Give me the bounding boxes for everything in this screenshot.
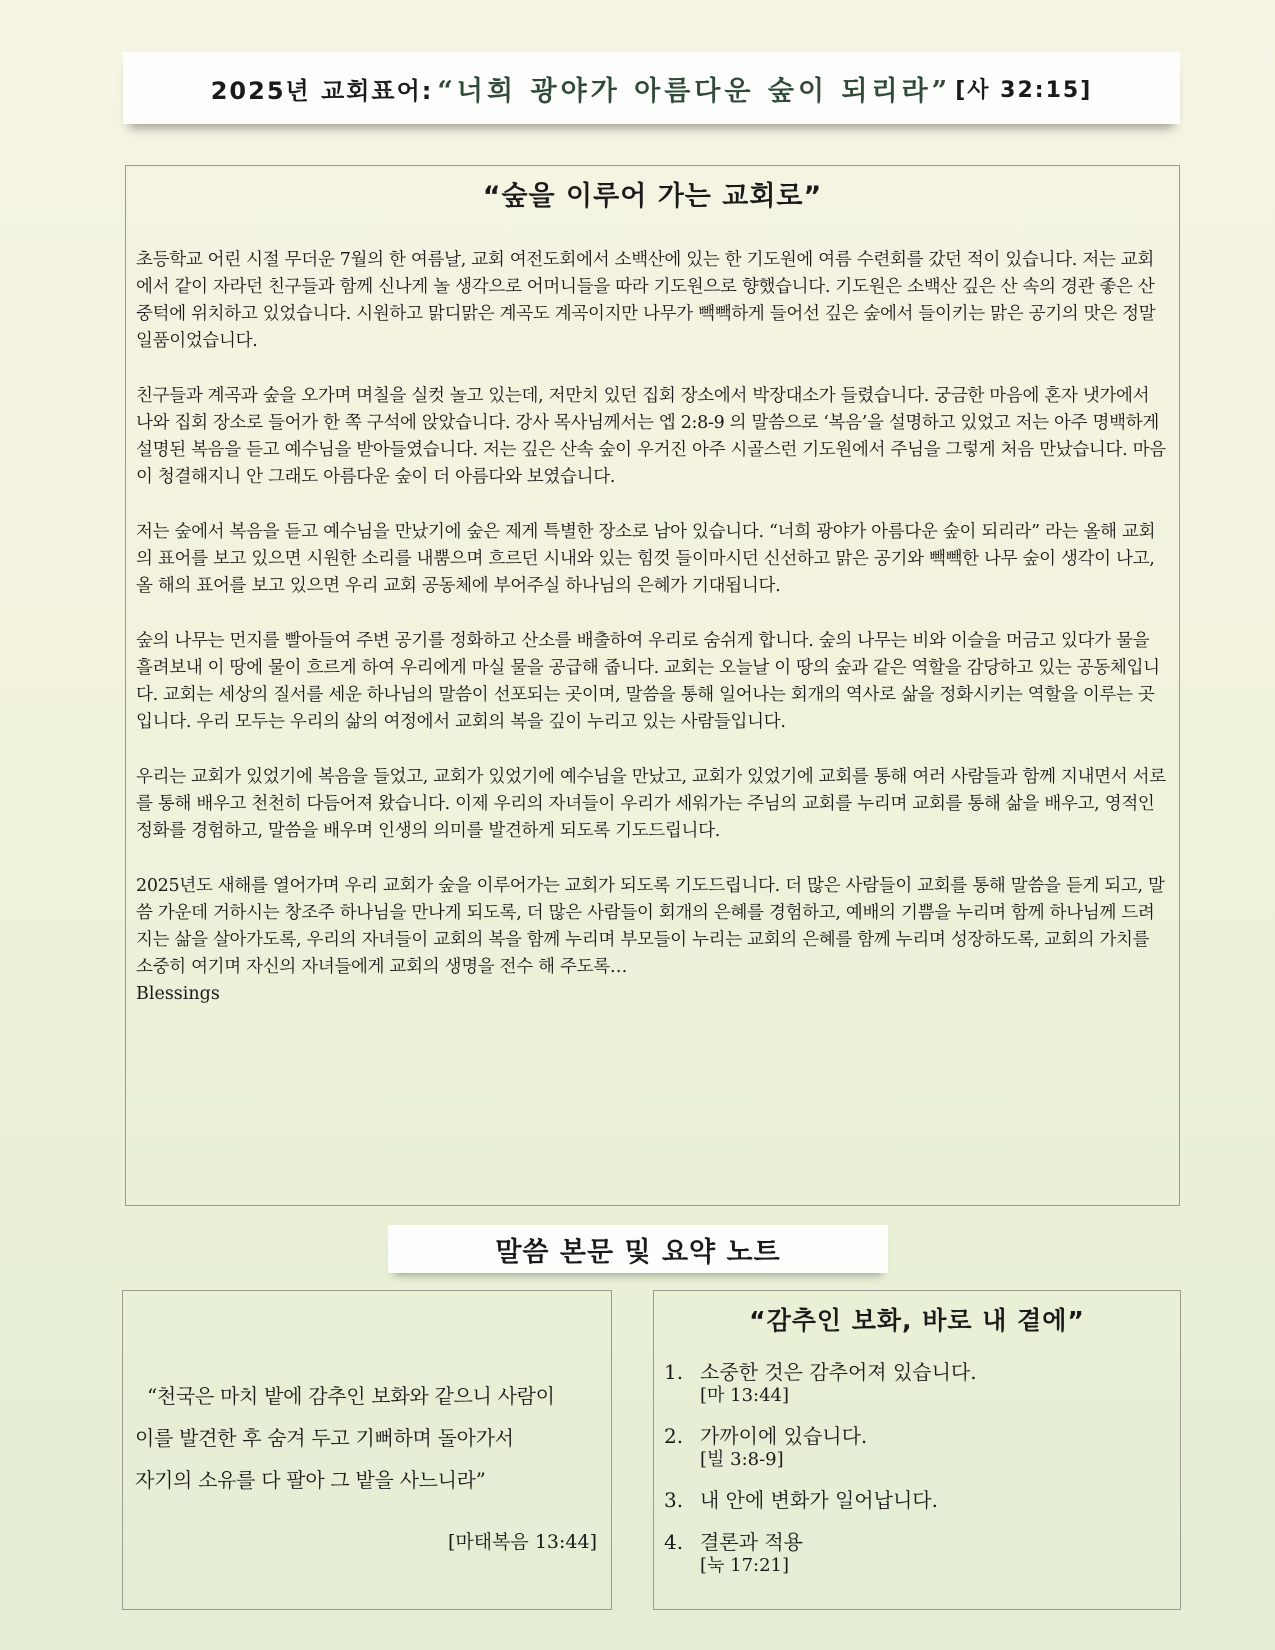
motto-text: “너희 광야가 아름다운 숲이 되리라” xyxy=(437,75,952,107)
outline-item xyxy=(664,1529,1164,1577)
outline-reference: [눅 17:21] xyxy=(700,1555,790,1576)
sermon-outline-box xyxy=(653,1290,1181,1610)
outline-number: 3. xyxy=(664,1488,684,1512)
outline-number: 4. xyxy=(664,1530,684,1554)
outline-item xyxy=(664,1359,1164,1407)
sermon-outline-list xyxy=(664,1359,1164,1593)
scripture-reference: [마태복음 13:44] xyxy=(447,1531,597,1553)
article-title: “숲을 이루어 가는 교회로” xyxy=(482,181,823,212)
scripture-line: 이를 발견한 후 숨겨 두고 기뻐하며 돌아가서 xyxy=(135,1426,514,1450)
article-box xyxy=(125,165,1180,1206)
outline-reference: [빌 3:8-9] xyxy=(700,1449,784,1470)
outline-text: 결론과 적용 xyxy=(700,1530,803,1554)
article-paragraph: 저는 숲에서 복음을 듣고 예수님을 만났기에 숲은 제게 특별한 장소로 남아 있습니다. “너희 광야가 아름다운 숲이 되리라” 라는 올해 교회의 표어를 보고 있으면 시원한 소리를 내뿜으며 흐르던 시내와 있는 힘껏 들이마시던 신선하고 맑은 공기와 빽빽한 나무 숲이 생각이 나고, 올 해의 표어를 보고 있으면 우리 교회 공동체에 부어주실 하나님의 은혜가 기대됩니다. xyxy=(136,522,1156,596)
outline-text: 소중한 것은 감추어져 있습니다. xyxy=(700,1360,977,1384)
motto-lead: 2025년 교회표어: xyxy=(210,76,434,105)
scripture-verse xyxy=(135,1375,605,1501)
motto-reference: [사 32:15] xyxy=(955,77,1093,103)
outline-text: 내 안에 변화가 일어납니다. xyxy=(700,1488,938,1512)
outline-number: 2. xyxy=(664,1424,684,1448)
article-paragraph: 친구들과 계곡과 숲을 오가며 며칠을 실컷 놀고 있는데, 저만치 있던 집회 장소에서 박장대소가 들렸습니다. 궁금한 마음에 혼자 냇가에서 나와 집회 장소로 들어가 한 쪽 구석에 앉았습니다. 강사 목사님께서는 엡 2:8-9 의 말씀으로 ‘복음’을 설명하고 있었고 저는 아주 명백하게 설명된 복음을 듣고 예수님을 받아들였습니다. 저는 깊은 산속 숲이 우거진 아주 시골스런 기도원에서 주님을 그렇게 처음 만났습니다. 마음이 청결해지니 안 그래도 아름다운 숲이 더 아름다와 보였습니다. xyxy=(136,386,1166,487)
scripture-line: 자기의 소유를 다 팔아 그 밭을 사느니라” xyxy=(135,1468,486,1492)
article-paragraph: 우리는 교회가 있었기에 복음을 들었고, 교회가 있었기에 예수님을 만났고, 교회가 있었기에 교회를 통해 여러 사람들과 함께 지내면서 서로를 통해 배우고 천천히 다듬어져 왔습니다. 이제 우리의 자녀들이 우리가 세워가는 주님의 교회를 누리며 교회를 통해 삶을 배우고, 영적인 정화를 경험하고, 말씀을 배우며 인생의 의미를 발견하게 되도록 기도드립니다. xyxy=(136,767,1166,841)
outline-text: 가까이에 있습니다. xyxy=(700,1424,868,1448)
outline-reference: [마 13:44] xyxy=(700,1385,790,1406)
outline-item xyxy=(664,1487,1164,1513)
article-closing: Blessings xyxy=(136,984,220,1004)
sermon-title: “감추인 보화, 바로 내 곁에” xyxy=(749,1306,1085,1335)
notes-section-heading: 말씀 본문 및 요약 노트 xyxy=(388,1225,888,1273)
outline-number: 1. xyxy=(664,1360,684,1384)
article-paragraph: 숲의 나무는 먼지를 빨아들여 주변 공기를 정화하고 산소를 배출하여 우리로 숨쉬게 합니다. 숲의 나무는 비와 이슬을 머금고 있다가 물을 흘려보내 이 땅에 물이 흐르게 하여 우리에게 마실 물을 공급해 줍니다. 교회는 오늘날 이 땅의 숲과 같은 역할을 감당하고 있는 공동체입니다. 교회는 세상의 질서를 세운 하나님의 말씀이 선포되는 곳이며, 말씀을 통해 일어나는 회개의 역사로 삶을 정화시키는 역할을 이루는 곳입니다. 우리 모두는 우리의 삶의 여정에서 교회의 복을 깊이 누리고 있는 사람들입니다. xyxy=(136,631,1160,732)
outline-item xyxy=(664,1423,1164,1471)
motto-banner xyxy=(123,52,1180,124)
article-paragraph: 2025년도 새해를 열어가며 우리 교회가 숲을 이루어가는 교회가 되도록 기도드립니다. 더 많은 사람들이 교회를 통해 말씀을 듣게 되고, 말씀 가운데 거하시는 창조주 하나님을 만나게 되도록, 더 많은 사람들이 회개의 은혜를 경험하고, 예배의 기쁨을 누리며 함께 하나님께 드려지는 삶을 살아가도록, 우리의 자녀들이 교회의 복을 함께 누리며 부모들이 누리는 교회의 은혜를 함께 누리며 성장하도록, 교회의 가치를 소중히 여기며 자신의 자녀들에게 교회의 생명을 전수 해 주도록… xyxy=(136,876,1165,977)
article-paragraph: 초등학교 어린 시절 무더운 7월의 한 여름날, 교회 여전도회에서 소백산에 있는 한 기도원에 여름 수련회를 갔던 적이 있습니다. 저는 교회에서 같이 자라던 친구들과 함께 신나게 놀 생각으로 어머니들을 따라 기도원으로 향했습니다. 기도원은 소백산 깊은 산 속의 경관 좋은 산 중턱에 위치하고 있었습니다. 시원하고 맑디맑은 계곡도 계곡이지만 나무가 빽빽하게 들어선 깊은 숲에서 들이키는 맑은 공기의 맛은 정말 일품이었습니다. xyxy=(136,250,1156,351)
scripture-line: “천국은 마치 밭에 감추인 보화와 같으니 사람이 xyxy=(147,1384,555,1408)
scripture-box xyxy=(122,1290,612,1610)
